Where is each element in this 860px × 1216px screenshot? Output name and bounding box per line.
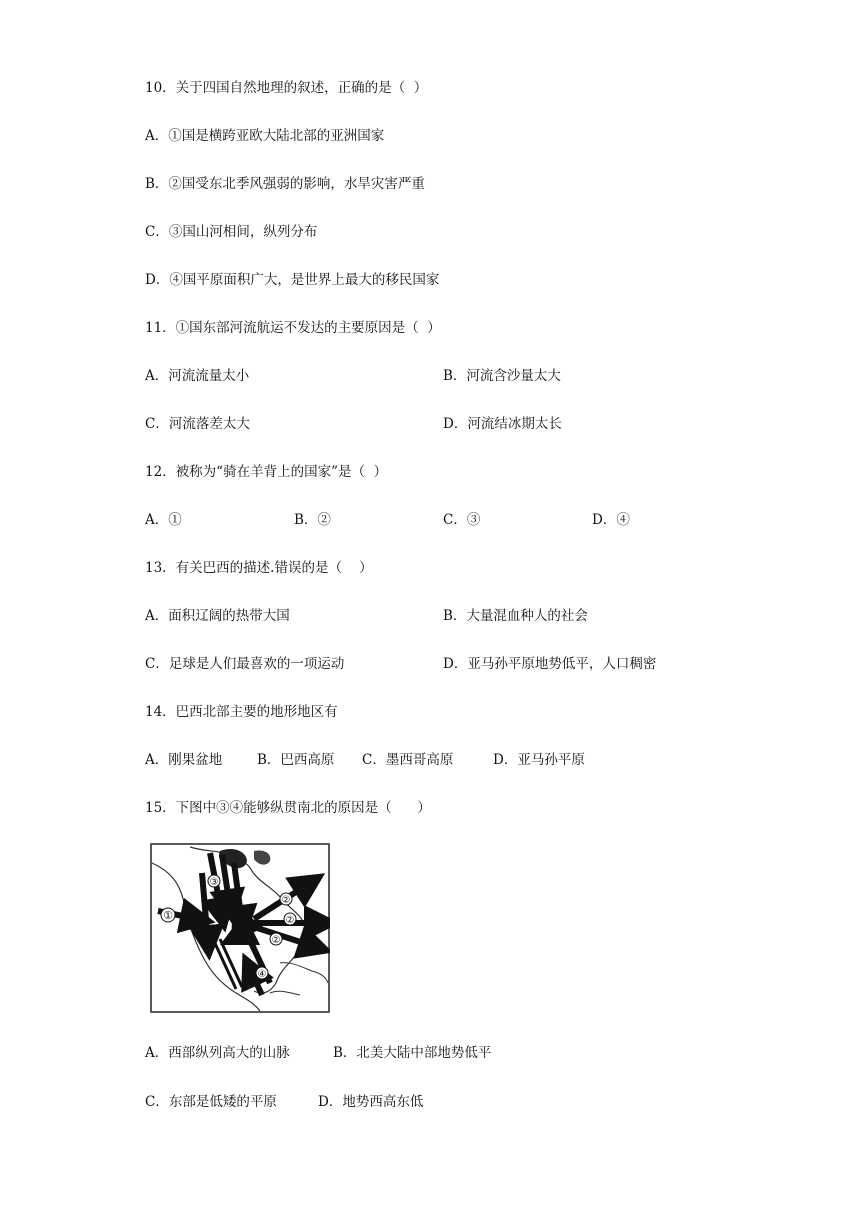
question-10-option-c: C．③国山河相间，纵列分布 [145, 224, 318, 240]
question-15-option-b: B．北美大陆中部地势低平 [333, 1045, 492, 1061]
map-label-1: ① [163, 909, 173, 922]
question-14-stem: 14．巴西北部主要的地形地区有 [145, 704, 338, 720]
question-14-option-c: C．墨西哥高原 [362, 752, 454, 768]
question-10-option-b: B．②国受东北季风强弱的影响，水旱灾害严重 [145, 176, 425, 192]
map-label-2b: ② [285, 915, 295, 926]
question-15-option-c: C．东部是低矮的平原 [145, 1094, 277, 1110]
question-12-option-c: C．③ [443, 512, 481, 528]
question-13-option-d: D．亚马孙平原地势低平，人口稠密 [443, 656, 657, 672]
question-15-stem: 15．下图中③④能够纵贯南北的原因是（ ） [145, 800, 431, 816]
question-13-option-c: C．足球是人们最喜欢的一项运动 [145, 656, 345, 672]
question-11-stem: 11．①国东部河流航运不发达的主要原因是（ ） [145, 320, 441, 336]
question-10-option-a: A．①国是横跨亚欧大陆北部的亚洲国家 [145, 128, 385, 144]
question-15-option-d: D．地势西高东低 [318, 1094, 424, 1110]
question-13-option-a: A．面积辽阔的热带大国 [145, 608, 290, 624]
question-12-option-d: D．④ [592, 512, 630, 528]
question-12-option-b: B．② [294, 512, 331, 528]
question-13-stem: 13．有关巴西的描述.错误的是（ ） [145, 560, 373, 576]
question-14-option-b: B．巴西高原 [257, 752, 335, 768]
question-13-option-b: B．大量混血种人的社会 [443, 608, 588, 624]
question-14-option-a: A．刚果盆地 [145, 752, 223, 768]
map-label-2a: ② [281, 895, 291, 906]
map-label-3: ③ [209, 877, 219, 888]
question-15-option-a: A．西部纵列高大的山脉 [145, 1045, 290, 1061]
question-11-option-a: A．河流流量太小 [145, 368, 250, 384]
map-label-4: ④ [257, 969, 267, 980]
question-10-option-d: D．④国平原面积广大，是世界上最大的移民国家 [145, 272, 440, 288]
question-12-stem: 12．被称为“骑在羊背上的国家”是（ ） [145, 464, 388, 480]
question-11-option-d: D．河流结冰期太长 [443, 416, 562, 432]
question-14-option-d: D．亚马孙平原 [493, 752, 585, 768]
question-11-option-b: B．河流含沙量太大 [443, 368, 561, 384]
map-label-2c: ② [271, 935, 281, 946]
north-america-air-mass-map [150, 843, 330, 1013]
question-10-stem: 10．关于四国自然地理的叙述，正确的是（ ） [145, 80, 428, 96]
question-11-option-c: C．河流落差太大 [145, 416, 250, 432]
question-12-option-a: A．① [145, 512, 182, 528]
